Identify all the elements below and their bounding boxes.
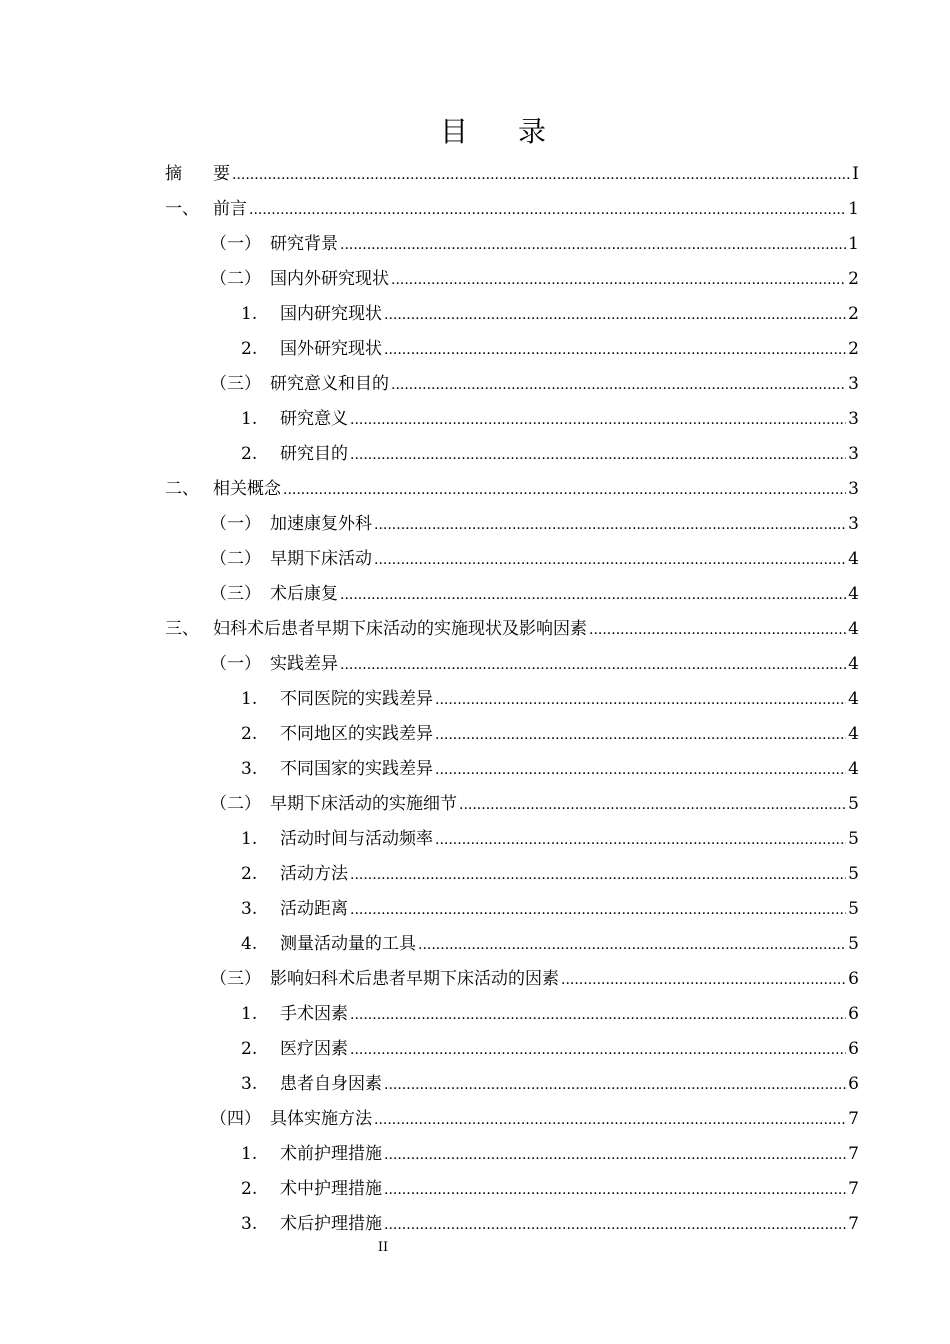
toc-entry-page: 6	[848, 1074, 859, 1094]
toc-entry-page: 4	[848, 619, 859, 639]
dot-leader	[589, 613, 846, 648]
toc-entry-page: 7	[848, 1144, 859, 1164]
toc-entry[interactable]	[241, 1032, 859, 1067]
dot-leader	[384, 1138, 846, 1173]
toc-entry-page: 7	[848, 1179, 859, 1199]
toc-entry-page: I	[852, 164, 859, 184]
dot-leader	[384, 1173, 846, 1208]
toc-entry-label: 不同国家的实践差异	[280, 759, 433, 779]
toc-entry-label: 术后护理措施	[280, 1214, 382, 1234]
toc-entry-label: 医疗因素	[280, 1039, 348, 1059]
dot-leader	[249, 193, 846, 228]
toc-entry-label: 早期下床活动	[270, 549, 372, 569]
toc-entry-label: 国内外研究现状	[270, 269, 389, 289]
toc-entry-label: 研究背景	[270, 234, 338, 254]
toc-entry[interactable]	[241, 1172, 859, 1207]
toc-entry-label: 影响妇科术后患者早期下床活动的因素	[270, 969, 559, 989]
toc-entry-label: 术前护理措施	[280, 1144, 382, 1164]
dot-leader	[340, 648, 846, 683]
toc-entry[interactable]	[241, 717, 859, 752]
toc-entry-number: （三）	[210, 969, 261, 989]
toc-entry-label: 术中护理措施	[280, 1179, 382, 1199]
toc-entry[interactable]	[241, 1067, 859, 1102]
toc-entry-page: 3	[848, 374, 859, 394]
toc-entry[interactable]	[210, 507, 859, 542]
toc-entry-page: 5	[848, 829, 859, 849]
toc-entry-number: （一）	[210, 514, 261, 534]
toc-entry-page: 4	[848, 759, 859, 779]
toc-entry-number: 三、	[165, 619, 199, 639]
toc-entry-page: 3	[848, 409, 859, 429]
toc-entry[interactable]	[241, 892, 859, 927]
toc-entry-number: 4.	[241, 934, 258, 954]
dot-leader	[232, 158, 850, 193]
dot-leader	[283, 473, 846, 508]
toc-entry-page: 5	[848, 934, 859, 954]
toc-entry-page: 1	[848, 199, 859, 219]
toc-entry[interactable]	[165, 612, 859, 647]
toc-entry-label: 测量活动量的工具	[280, 934, 416, 954]
toc-entry-page: 2	[848, 339, 859, 359]
dot-leader	[350, 438, 846, 473]
toc-entry-label: 具体实施方法	[270, 1109, 372, 1129]
toc-entry-number: 2.	[241, 1179, 258, 1199]
toc-entry-number: 一、	[165, 199, 199, 219]
toc-entry-label: 活动时间与活动频率	[280, 829, 433, 849]
dot-leader	[384, 333, 846, 368]
toc-entry-number: 1.	[241, 304, 258, 324]
toc-entry[interactable]	[210, 577, 859, 612]
toc-entry[interactable]	[210, 962, 859, 997]
dot-leader	[350, 893, 846, 928]
toc-entry[interactable]	[210, 787, 859, 822]
toc-entry-number: （三）	[210, 374, 261, 394]
toc-entry[interactable]	[241, 857, 859, 892]
toc-entry[interactable]	[241, 437, 859, 472]
toc-entry[interactable]	[210, 1102, 859, 1137]
toc-entry-number: （一）	[210, 234, 261, 254]
toc-entry-number: 2.	[241, 724, 258, 744]
page-title	[0, 110, 950, 154]
toc-entry-page: 4	[848, 689, 859, 709]
toc-entry-page: 3	[848, 479, 859, 499]
toc-entry-label: 要	[213, 164, 230, 184]
toc-entry-number: 3.	[241, 1214, 258, 1234]
dot-leader	[435, 753, 846, 788]
toc-entry[interactable]	[241, 752, 859, 787]
toc-entry-page: 6	[848, 1004, 859, 1024]
toc-entry-page: 3	[848, 514, 859, 534]
toc-entry[interactable]	[241, 927, 859, 962]
toc-entry-number: 2.	[241, 864, 258, 884]
dot-leader	[340, 228, 846, 263]
toc-entry-number: 2.	[241, 1039, 258, 1059]
toc-entry[interactable]	[241, 402, 859, 437]
toc-entry-label: 不同地区的实践差异	[280, 724, 433, 744]
dot-leader	[340, 578, 846, 613]
toc-entry-number: （二）	[210, 549, 261, 569]
toc-entry-number: 2.	[241, 339, 258, 359]
toc-entry[interactable]	[210, 542, 859, 577]
page-number-footer: II	[377, 1240, 389, 1255]
toc-entry[interactable]	[241, 1207, 859, 1242]
toc-entry-number: 1.	[241, 1004, 258, 1024]
title-left-char: 目	[439, 115, 470, 148]
toc-entry-number: 二、	[165, 479, 199, 499]
dot-leader	[391, 263, 846, 298]
toc-entry[interactable]	[210, 647, 859, 682]
toc-entry[interactable]	[165, 472, 859, 507]
toc-entry[interactable]	[241, 297, 859, 332]
toc-entry-label: 加速康复外科	[270, 514, 372, 534]
dot-leader	[384, 298, 846, 333]
toc-entry-page: 7	[848, 1109, 859, 1129]
toc-entry-number: （一）	[210, 654, 261, 674]
toc-entry-label: 不同医院的实践差异	[280, 689, 433, 709]
toc-entry-number: （三）	[210, 584, 261, 604]
toc-entry-label: 活动距离	[280, 899, 348, 919]
toc-entry-page: 4	[848, 549, 859, 569]
toc-entry[interactable]	[165, 192, 859, 227]
dot-leader	[384, 1208, 846, 1243]
dot-leader	[374, 508, 846, 543]
toc-entry-page: 2	[848, 304, 859, 324]
toc-entry[interactable]	[210, 367, 859, 402]
toc-entry-page: 6	[848, 969, 859, 989]
toc-entry-number: （四）	[210, 1109, 261, 1129]
toc-entry-label: 国外研究现状	[280, 339, 382, 359]
toc-entry-page: 4	[848, 724, 859, 744]
toc-entry-page: 7	[848, 1214, 859, 1234]
toc-entry[interactable]	[241, 682, 859, 717]
toc-entry-label: 研究意义	[280, 409, 348, 429]
toc-entry[interactable]	[210, 262, 859, 297]
dot-leader	[374, 543, 846, 578]
toc-entry-label: 手术因素	[280, 1004, 348, 1024]
toc-entry[interactable]	[241, 997, 859, 1032]
toc-entry-label: 实践差异	[270, 654, 338, 674]
toc-entry-page: 3	[848, 444, 859, 464]
toc-entry-number: 1.	[241, 689, 258, 709]
toc-entry-number: 1.	[241, 829, 258, 849]
dot-leader	[350, 403, 846, 438]
toc-entry[interactable]	[241, 822, 859, 857]
toc-entry-number: 3.	[241, 899, 258, 919]
toc-entry-number: 1.	[241, 1144, 258, 1164]
toc-entry-page: 5	[848, 794, 859, 814]
dot-leader	[435, 683, 846, 718]
toc-entry-page: 2	[848, 269, 859, 289]
toc-entry-label: 研究意义和目的	[270, 374, 389, 394]
toc-entry-number: （二）	[210, 794, 261, 814]
toc-entry-number: （二）	[210, 269, 261, 289]
dot-leader	[384, 1068, 846, 1103]
toc-entry[interactable]	[165, 157, 859, 192]
toc-entry-label: 术后康复	[270, 584, 338, 604]
toc-entry-label: 早期下床活动的实施细节	[270, 794, 457, 814]
toc-entry-label: 国内研究现状	[280, 304, 382, 324]
toc-entry[interactable]	[241, 332, 859, 367]
dot-leader	[435, 718, 846, 753]
toc-entry-page: 5	[848, 864, 859, 884]
toc-entry-page: 4	[848, 584, 859, 604]
toc-entry-page: 6	[848, 1039, 859, 1059]
dot-leader	[391, 368, 846, 403]
toc-entry-label: 前言	[213, 199, 247, 219]
dot-leader	[374, 1103, 846, 1138]
toc-entry-number: 3.	[241, 759, 258, 779]
toc-entry-label: 患者自身因素	[280, 1074, 382, 1094]
dot-leader	[418, 928, 846, 963]
toc-entry-number: 1.	[241, 409, 258, 429]
toc-entry-number: 3.	[241, 1074, 258, 1094]
toc-entry[interactable]	[241, 1137, 859, 1172]
toc-entry-page: 4	[848, 654, 859, 674]
toc-entry-label: 妇科术后患者早期下床活动的实施现状及影响因素	[213, 619, 587, 639]
toc-entry-number: 2.	[241, 444, 258, 464]
toc-entry-page: 5	[848, 899, 859, 919]
dot-leader	[350, 998, 846, 1033]
dot-leader	[561, 963, 846, 998]
toc-entry-number: 摘	[165, 164, 182, 184]
toc-entry-label: 研究目的	[280, 444, 348, 464]
dot-leader	[350, 858, 846, 893]
dot-leader	[435, 823, 846, 858]
title-right-char: 录	[518, 115, 549, 148]
toc-entry[interactable]	[210, 227, 859, 262]
dot-leader	[350, 1033, 846, 1068]
toc-entry-label: 活动方法	[280, 864, 348, 884]
toc-entry-label: 相关概念	[213, 479, 281, 499]
dot-leader	[459, 788, 846, 823]
toc-entry-page: 1	[848, 234, 859, 254]
